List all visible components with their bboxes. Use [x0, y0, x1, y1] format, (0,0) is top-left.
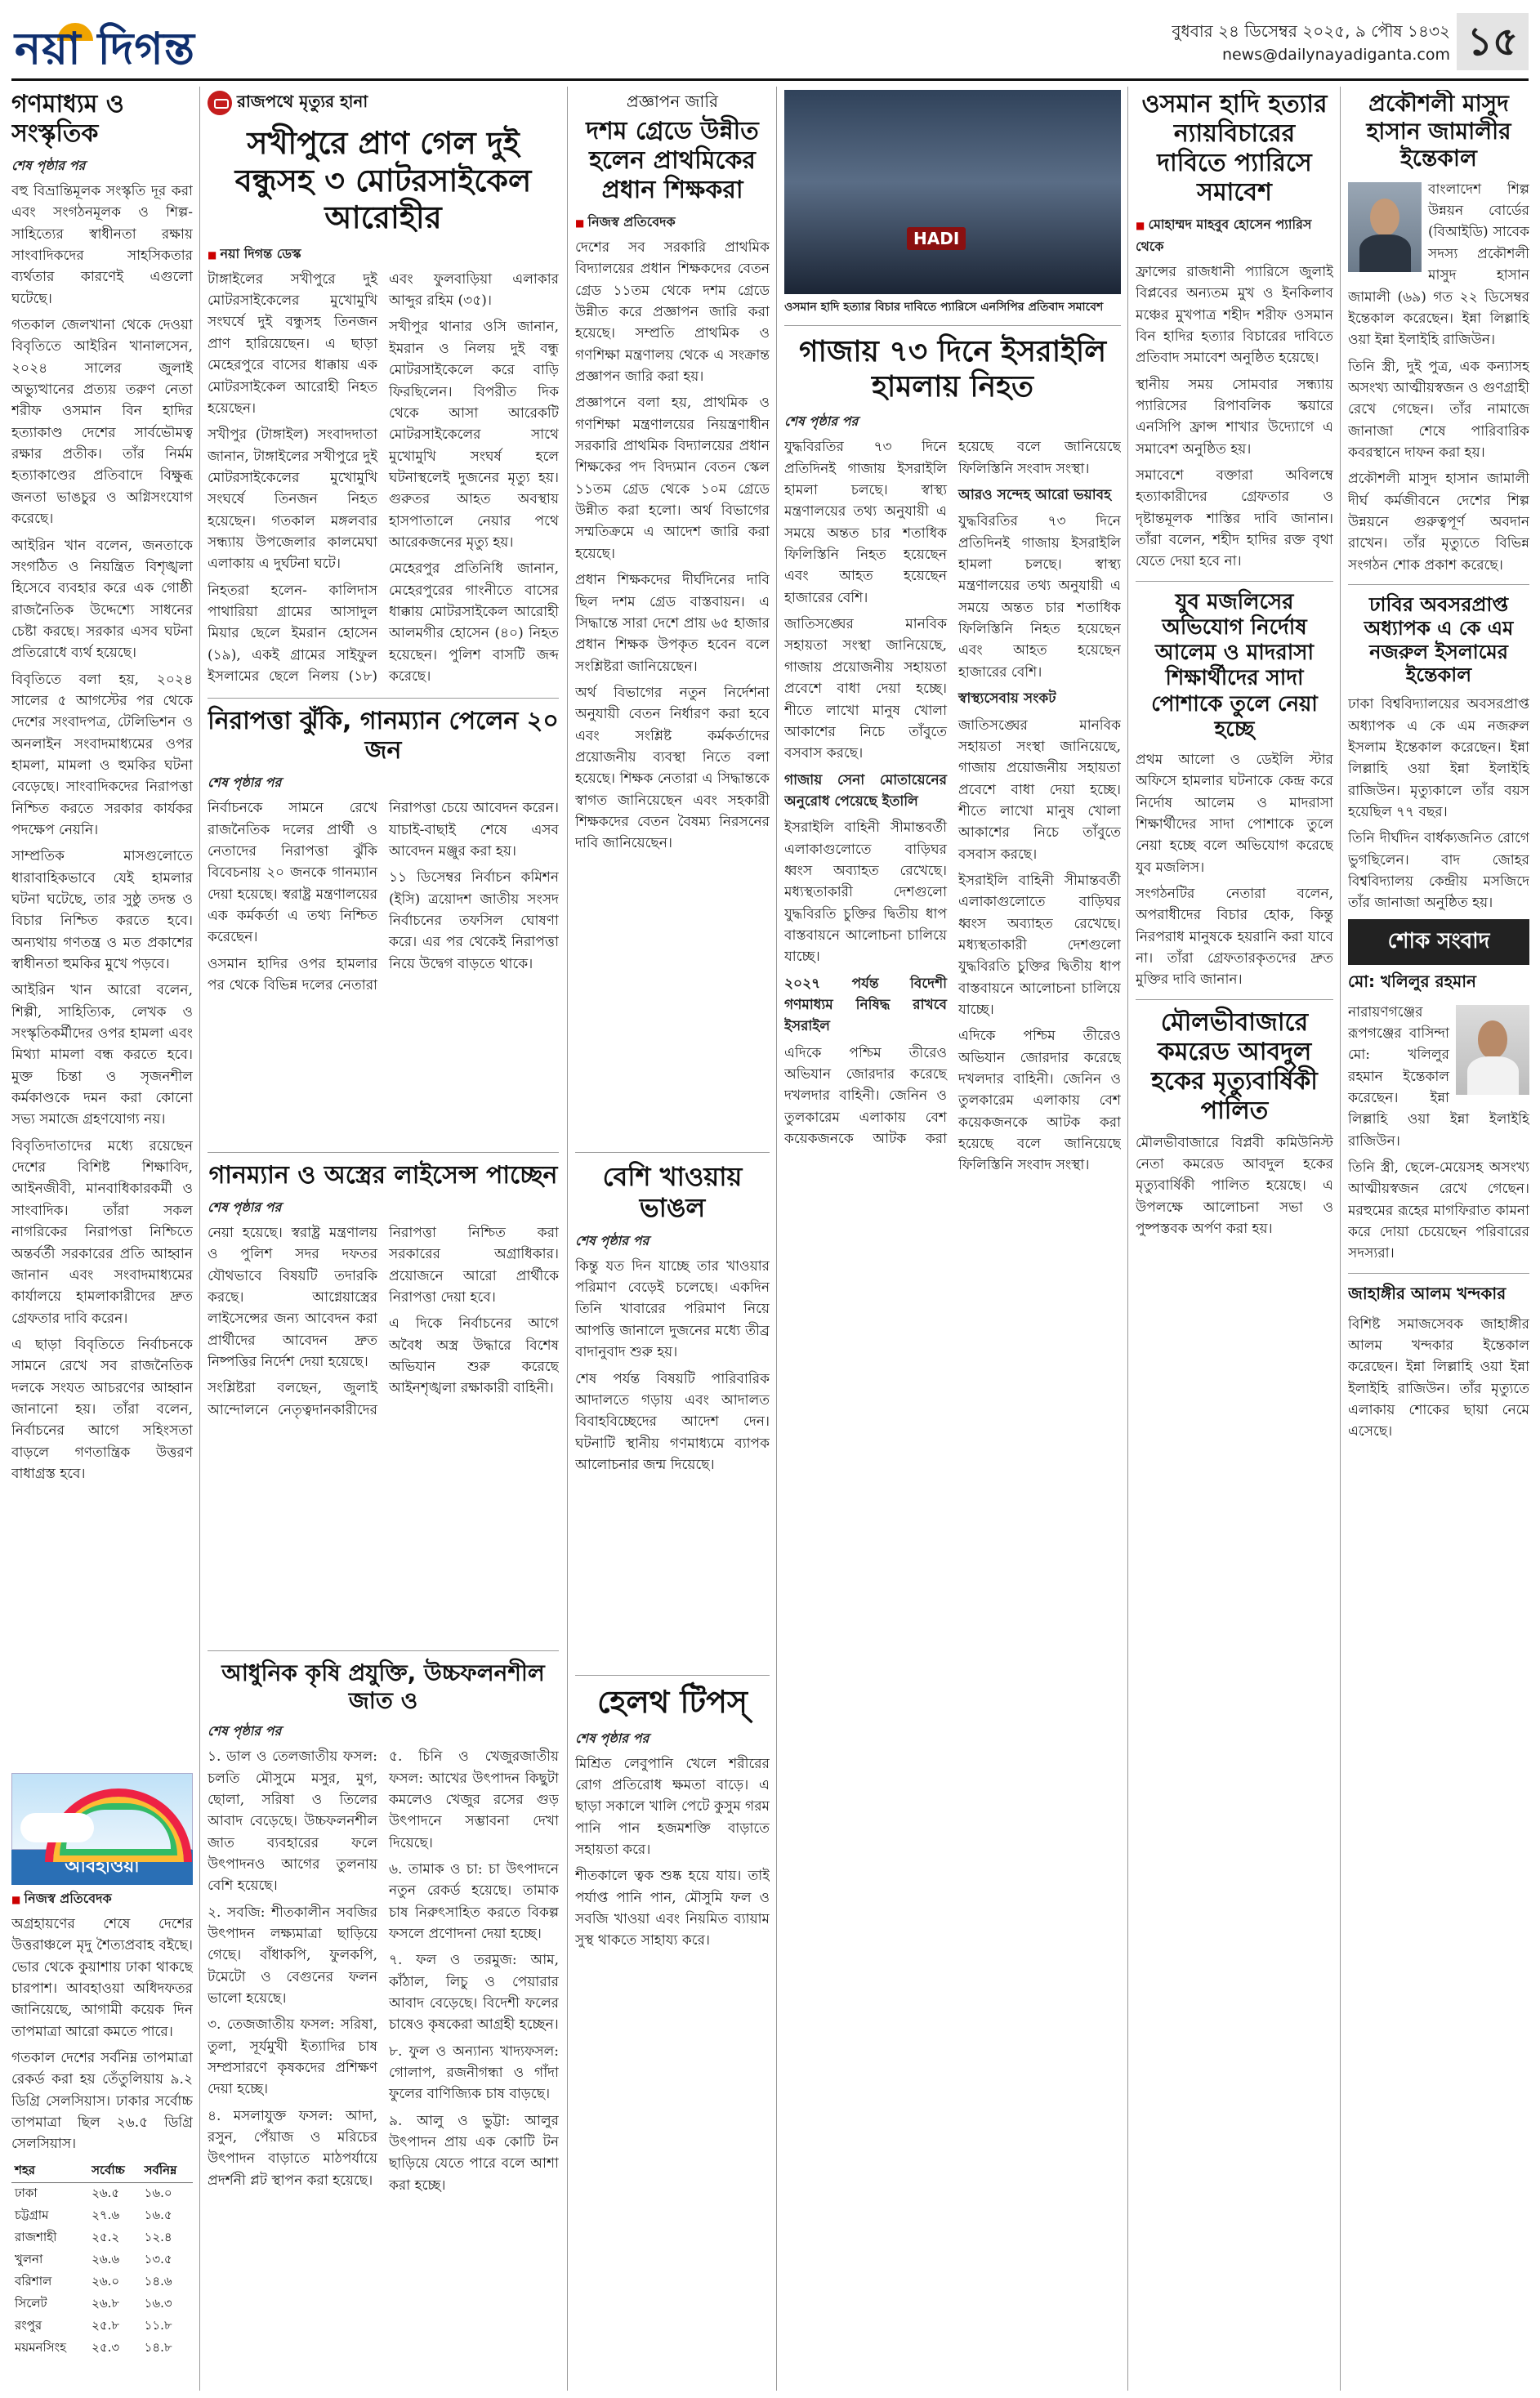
paragraph: বিশিষ্ট সমাজসেবক জাহাঙ্গীর আলম খন্দকার ইন্তেকাল করেছেন। ইন্না লিল্লাহি ওয়া ইন্না ইলাইহি রাজিউন। তাঁর মৃত্যুতে এলাকায় শোকের ছায়া নেমে এসেছে। [1348, 1315, 1529, 1440]
table-header: সর্বনিম্ন [141, 2160, 193, 2183]
paragraph: বিবৃতিদাতাদের মধ্যে রয়েছেন দেশের বিশিষ্ট শিক্ষাবিদ, আইনজীবী, মানবাধিকারকর্মী ও সাংবাদিক। তাঁরা সকল নাগরিকের নিরাপত্তা নিশ্চিতে অন্তর্বর্তী সরকারের প্রতি আহ্বান জানান এবং সংবাদমাধ্যমের কার্যালয়ে হামলাকারীদের দ্রুত গ্রেফতার দাবি করেন। [11, 1137, 193, 1327]
paragraph: যুদ্ধবিরতির ৭৩ দিনে প্রতিদিনই গাজায় ইসরাইলি হামলা চলছে। স্বাস্থ্য মন্ত্রণালয়ের তথ্য অনুযায়ী এ সময়ে অন্তত চার শতাধিক ফিলিস্তিনি নিহত হয়েছেন এবং আহত হয়েছেন হাজারের বেশি। [784, 439, 947, 606]
city-cell: রাজশাহী [15, 2229, 57, 2244]
table-row [11, 2271, 193, 2293]
paragraph: গতকাল দেশের সর্বনিম্ন তাপমাত্রা রেকর্ড করা হয় তেঁতুলিয়ায় ৯.২ ডিগ্রি সেলসিয়াস। ঢাকার সর্বোচ্চ তাপমাত্রা ছিল ২৬.৫ ডিগ্রি সেলসিয়াস। [11, 2050, 193, 2153]
column-divider [1127, 87, 1128, 2391]
paragraph: প্রকৌশলী মাসুদ হাসান জামালী দীর্ঘ কর্মজীবনে দেশের শিল্প উন্নয়নে গুরুত্বপূর্ণ অবদান রাখেন। তাঁর মৃত্যুতে বিভিন্ন সংগঠন শোক প্রকাশ করেছে। [1348, 471, 1529, 574]
face-shape [1370, 199, 1399, 236]
divider [784, 325, 1121, 326]
city-cell: ঢাকা [15, 2185, 38, 2200]
city-cell: রংপুর [15, 2317, 42, 2333]
paragraph: সংগঠনটির নেতারা বলেন, অপরাধীদের বিচার হোক, কিন্তু নিরপরাধ মানুষকে হয়রানি করা যাবে না। তাঁরা গ্রেফতারকৃতদের দ্রুত মুক্তির দাবি জানান। [1136, 886, 1333, 989]
paragraph: প্রথম আলো ও ডেইলি স্টার অফিসে হামলার ঘটনাকে কেন্দ্র করে নির্দোষ আলেম ও মাদরাসা শিক্ষার্থীদের সাদা পোশাকে তুলে নেয়া হচ্ছে বলে অভিযোগ করেছে যুব মজলিস। [1136, 751, 1333, 876]
portrait-photo [1456, 1005, 1529, 1095]
article-headline[interactable]: আধুনিক কৃষি প্রযুক্তি, উচ্চফলনশীল জাত ও [221, 1659, 545, 1714]
article-headline[interactable]: গাজায় ৭৩ দিনে ইসরাইলি হামলায় নিহত [798, 335, 1107, 404]
divider [575, 1152, 770, 1153]
table-row [11, 2249, 193, 2271]
paragraph: নারায়ণগঞ্জের রূপগঞ্জের বাসিন্দা মো: খলিলুর রহমান ইন্তেকাল করেছেন। ইন্না লিল্লাহি ওয়া ইন্না ইলাইহি রাজিউন। [1348, 1003, 1529, 1150]
paragraph: ঢাকা বিশ্ববিদ্যালয়ের অবসরপ্রাপ্ত অধ্যাপক এ কে এম নজরুল ইসলাম ইন্তেকাল করেছেন। ইন্না লিল্লাহি ওয়া ইন্না ইলাইহি রাজিউন। মৃত্যুকালে তাঁর বয়স হয়েছিল ৭৭ বছর। [1348, 696, 1529, 820]
weather-illustration [11, 1773, 193, 1850]
paragraph: স্বাস্থ্যসেবায় সংকট [958, 690, 1056, 708]
divider [208, 698, 559, 699]
paragraph: সাম্প্রতিক মাসগুলোতে ধারাবাহিকভাবে যেই হামলার ঘটনা ঘটেছে, তার সুষ্ঠু তদন্ত ও বিচার নিশ্চিত করতে হবে। অন্যথায় গণতন্ত্র ও মত প্রকাশের স্বাধীনতা হুমকির মুখে পড়বে। [11, 848, 193, 973]
max-cell: ২৫.৮ [92, 2317, 120, 2333]
article-body [208, 1746, 559, 2199]
paragraph: অর্থ বিভাগের নতুন নির্দেশনা অনুযায়ী বেতন নির্ধারণ করা হবে এবং সংশ্লিষ্ট কর্মকর্তাদের প্রয়োজনীয় ব্যবস্থা নিতে বলা হয়েছে। শিক্ষক নেতারা এ সিদ্ধান্তকে স্বাগত জানিয়েছেন এবং সহকারী শিক্ষকদের বেতন বৈষম্য নিরসনের দাবি জানিয়েছেন। [575, 684, 770, 852]
table-row [11, 2338, 193, 2360]
photo-caption: ওসমান হাদি হত্যার বিচার দাবিতে প্যারিসে এনসিপির প্রতিবাদ সমাবেশ [784, 301, 1104, 314]
min-cell: ১৪.৬ [144, 2273, 172, 2289]
paragraph: ৫. চিনি ও খেজুরজাতীয় ফসল: আখের উৎপাদন কিছুটা কমলেও খেজুর রসের গুড় উৎপাদনে সম্ভাবনা দেখা দিয়েছে। [389, 1748, 559, 1851]
paragraph: ৭. ফল ও তরমুজ: আম, কাঁঠাল, লিচু ও পেয়ারার আবাদ বেড়েছে। বিদেশী ফলের চাষেও কৃষকেরা আগ্রহী হচ্ছেন। [389, 1952, 559, 2034]
paragraph: এ দিকে নির্বাচনের আগে অবৈধ অস্ত্র উদ্ধারে বিশেষ অভিযান শুরু করেছে আইনশৃঙ্খলা রক্ষাকারী বাহিনী। [389, 1315, 559, 1397]
paragraph: ৪. মসলাযুক্ত ফসল: আদা, রসুন, পেঁয়াজ ও মরিচের উৎপাদন বাড়াতে মাঠপর্যায়ে প্রদর্শনী প্লট স্থাপন করা হয়েছে। [208, 2107, 377, 2189]
table-row [11, 2227, 193, 2249]
article-media-culture [11, 90, 193, 1765]
article-headline[interactable]: দশম গ্রেডে উন্নীত হলেন প্রাথমিকের প্রধান শিক্ষকরা [586, 117, 759, 204]
article-road-accident [208, 90, 559, 1136]
paragraph: সমাবেশে বক্তারা অবিলম্বে হত্যাকারীদের গ্রেফতার ও দৃষ্টান্তমূলক শাস্তির দাবি জানান। তাঁরা বলেন, শহীদ হাদির রক্ত বৃথা যেতে দেয়া হবে না। [1136, 467, 1333, 570]
paragraph: ইসরাইলি বাহিনী সীমান্তবর্তী এলাকাগুলোতে বাড়িঘর ধ্বংস অব্যাহত রেখেছে। মধ্যস্থতাকারী দেশগুলো যুদ্ধবিরতি চুক্তির দ্বিতীয় ধাপ বাস্তবায়নে আলোচনা চালিয়ে যাচ্ছে। [784, 819, 947, 966]
weather-title: আবহাওয়া [11, 1850, 193, 1885]
paragraph: স্থানীয় সময় সোমবার সন্ধ্যায় প্যারিসের রিপাবলিক স্কয়ারে এনসিপি ফ্রান্স শাখার উদ্যোগে এ সমাবেশ অনুষ্ঠিত হয়। [1136, 376, 1333, 458]
section-label [208, 90, 559, 117]
paragraph: বিবৃতিতে বলা হয়, ২০২৪ সালের ৫ আগস্টের পর থেকে দেশের সংবাদপত্র, টেলিভিশন ও অনলাইন সংবাদমাধ্যমের ওপর হামলা, মামলা ও হুমকির ঘটনা বেড়েছে। সাংবাদিকদের নিরাপত্তা নিশ্চিত করতে সরকার কার্যকর পদক্ষেপ নেয়নি। [11, 671, 193, 838]
article-headline[interactable]: হেলথ টিপস্ [596, 1684, 748, 1720]
min-cell: ১৩.৫ [144, 2251, 172, 2266]
issue-date: বুধবার ২৪ ডিসেম্বর ২০২৫, ৯ পৌষ ১৪৩২ [1172, 21, 1450, 41]
continued-label: শেষ পৃষ্ঠার পর [575, 1232, 649, 1248]
divider [575, 1675, 770, 1676]
city-cell: বরিশাল [15, 2273, 52, 2289]
contact-email[interactable]: news@dailynayadiganta.com [1221, 46, 1450, 64]
paragraph: সখীপুর থানার ওসি জানান, ইমরান ও নিলয় দুই বন্ধু মোটরসাইকেলে করে বাড়ি ফিরছিলেন। বিপরীত দিক থেকে আসা আরেকটি মোটরসাইকেলের সাথে মুখোমুখি সংঘর্ষ হলে ঘটনাস্থলেই দুজনের মৃত্যু হয়। গুরুতর আহত অবস্থায় হাসপাতালে নেয়ার পথে আরেকজনের মৃত্যু হয়। [389, 319, 559, 551]
face-shape [1478, 1020, 1507, 1058]
table-row [11, 2293, 193, 2315]
article-headline[interactable]: নিরাপত্তা ঝুঁকি, গানম্যান পেলেন ২০ জন [208, 707, 559, 766]
continued-label: শেষ পৃষ্ঠার পর [208, 1723, 282, 1739]
max-cell: ২৬.৮ [92, 2295, 120, 2311]
divider [1136, 999, 1333, 1000]
paragraph: জাতিসঙ্ঘের মানবিক সহায়তা সংস্থা জানিয়েছে, গাজায় প্রয়োজনীয় সহায়তা প্রবেশে বাধা দেয়া হচ্ছে। শীতে লাখো মানুষ খোলা আকাশের নিচে তাঁবুতে বসবাস করছে। [958, 717, 1121, 863]
protest-photo[interactable] [784, 90, 1121, 294]
min-cell: ১২.৪ [144, 2229, 172, 2244]
section-label-text: রাজপথে মৃত্যুর হানা [237, 92, 368, 111]
divider [208, 1152, 559, 1153]
article-headline[interactable]: ওসমান হাদি হত্যার ন্যায়বিচারের দাবিতে প্যারিসে সমাবেশ [1141, 90, 1328, 207]
paragraph: ফ্রান্সের রাজধানী প্যারিসে জুলাই বিপ্লবের অন্যতম মুখ ও ইনকিলাব মঞ্চের মুখপাত্র শহীদ শরীফ ওসমান বিন হাদির হত্যার বিচারের দাবিতে প্রতিবাদ সমাবেশ অনুষ্ঠিত হয়েছে। [1136, 264, 1333, 367]
min-cell: ১৪.৮ [144, 2339, 172, 2355]
divider [1136, 581, 1333, 582]
divider [208, 1650, 559, 1651]
paragraph: ইসরাইলি বাহিনী সীমান্তবর্তী এলাকাগুলোতে বাড়িঘর ধ্বংস অব্যাহত রেখেছে। মধ্যস্থতাকারী দেশগুলো যুদ্ধবিরতি চুক্তির দ্বিতীয় ধাপ বাস্তবায়নে আলোচনা চালিয়ে যাচ্ছে। [958, 872, 1121, 1018]
article-kicker: প্রজ্ঞাপন জারি [626, 92, 719, 111]
paragraph: অগ্রহায়ণের শেষে দেশের উত্তরাঞ্চলে মৃদু শৈত্যপ্রবাহ বইছে। ভোর থেকে কুয়াশায় ঢাকা থাকছে চারপাশ। আবহাওয়া অধিদফতর জানিয়েছে, আগামী কয়েক দিন তাপমাত্রা আরো কমতে পারে। [11, 1916, 193, 2040]
paragraph: মৌলভীবাজারে বিপ্লবী কমিউনিস্ট নেতা কমরেড আবদুল হকের মৃত্যুবার্ষিকী পালিত হয়েছে। এ উপলক্ষে আলোচনা সভা ও পুষ্পস্তবক অর্পণ করা হয়। [1136, 1134, 1333, 1238]
article-body [208, 269, 559, 690]
paragraph: মিশ্রিত লেবুপানি খেলে শরীরের রোগ প্রতিরোধ ক্ষমতা বাড়ে। এ ছাড়া সকালে খালি পেটে কুসুম গরম পানি পান হজমশক্তি বাড়াতে সহায়তা করে। [575, 1755, 770, 1858]
article-gaza [784, 90, 1121, 2386]
min-cell: ১১.৮ [144, 2317, 172, 2333]
masthead [0, 0, 1540, 78]
article-overeating [575, 1144, 770, 1650]
min-cell: ১৬.৩ [144, 2295, 172, 2311]
article-headline[interactable]: সখীপুরে প্রাণ গেল দুই বন্ধুসহ ৩ মোটরসাইকেল আরোহীর [234, 125, 532, 236]
newspaper-logo[interactable]: নয়া দিগন্ত [15, 23, 195, 74]
paragraph: জাতিসঙ্ঘের মানবিক সহায়তা সংস্থা জানিয়েছে, গাজায় প্রয়োজনীয় সহায়তা প্রবেশে বাধা দেয়া হচ্ছে। শীতে লাখো মানুষ খোলা আকাশের নিচে তাঁবুতে বসবাস করছে। [784, 616, 947, 762]
paragraph: ১. ডাল ও তেলজাতীয় ফসল: চলতি মৌসুমে মসুর, মুগ, ছোলা, সরিষা ও তিলের আবাদ বেড়েছে। উচ্চফলনশীল জাত ব্যবহারের ফলে উৎপাদনও আগের তুলনায় বেশি হয়েছে। [208, 1748, 377, 1895]
city-cell: ময়মনসিংহ [15, 2339, 66, 2355]
torso-shape [1359, 234, 1411, 272]
article-headline[interactable]: গানম্যান ও অস্ত্রের লাইসেন্স পাচ্ছেন [208, 1161, 558, 1190]
paragraph: ওসমান হাদির ওপর হামলার পর থেকে বিভিন্ন দলের নেতারা নিরাপত্তা চেয়ে আবেদন করেন। যাচাই-বাছাই শেষে এসব আবেদন মঞ্জুর করা হয়। [208, 800, 559, 994]
article-headline[interactable]: যুব মজলিসের অভিযোগ নির্দোষ আলেম ও মাদরাসা শিক্ষার্থীদের সাদা পোশাকে তুলে নেয়া হচ্ছে [1151, 589, 1318, 742]
header-divider [11, 78, 1529, 81]
paragraph: তিনি স্ত্রী, দুই পুত্র, এক কন্যাসহ অসংখ্য আত্মীয়স্বজন ও গুণগ্রাহী রেখে গেছেন। তাঁর নামাজে জানাজা শেষে পারিবারিক কবরস্থানে দাফন করা হয়। [1348, 358, 1529, 461]
paragraph: মেহেরপুর প্রতিনিধি জানান, মেহেরপুরের গাংনীতে বাসের ধাক্কায় মোটরসাইকেল আরোহী আলমগীর হোসেন (৪০) নিহত হয়েছেন। পুলিশ বাসটি জব্দ করেছে। [389, 560, 559, 685]
table-row [11, 2182, 193, 2205]
min-cell: ১৬.০ [144, 2185, 172, 2200]
paragraph: বাংলাদেশ শিল্প উন্নয়ন বোর্ডের (বিআইডি) সাবেক সদস্য প্রকৌশলী মাসুদ হাসান জামালী (৬৯) গত ২২ ডিসেম্বর ইন্তেকাল করেছেন। ইন্না লিল্লাহি ওয়া ইন্না ইলাইহি রাজিউন। [1348, 181, 1529, 349]
continued-label: শেষ পৃষ্ঠার পর [208, 775, 282, 791]
paragraph: নির্বাচনকে সামনে রেখে রাজনৈতিক দলের প্রার্থী ও নেতাদের নিরাপত্তা ঝুঁকি বিবেচনায় ২০ জনকে গানম্যান দেয়া হয়েছে। স্বরাষ্ট্র মন্ত্রণালয়ের এক কর্মকর্তা এ তথ্য নিশ্চিত করেছেন। [208, 800, 377, 946]
paragraph: গাজায় সেনা মোতায়েনের অনুরোধ পেয়েছে ইতালি [784, 771, 947, 810]
page-number: ১৫ [1457, 13, 1529, 70]
paragraph: গতকাল জেলখানা থেকে দেওয়া বিবৃতিতে আইরিন খানালসেন, ২০২৪ সালের জুলাই অভ্যুত্থানের প্রত্যয় তরুণ নেতা শরীফ ওসমান বিন হাদির হত্যাকাণ্ড দেশের সার্বভৌমত্ব রক্ষার প্রতীক। তাঁর নির্মম হত্যাকাণ্ডের প্রতিবাদে বিক্ষুব্ধ জনতা ভাঙচুর ও অগ্নিসংযোগ করেছে। [11, 317, 193, 528]
article-headline[interactable]: মৌলভীবাজারে কমরেড আবদুল হকের মৃত্যুবার্ষিকী পালিত [1151, 1007, 1318, 1125]
article-agriculture [208, 1642, 559, 2386]
paragraph: এ ছাড়া বিবৃতিতে নির্বাচনকে সামনে রেখে সব রাজনৈতিক দলকে সংযত আচরণের আহ্বান জানানো হয়। তাঁরা বলেন, নির্বাচনের আগে সহিংসতা বাড়লে গণতান্ত্রিক উত্তরণ বাধাগ্রস্ত হবে। [11, 1336, 193, 1482]
article-body [784, 436, 1121, 1176]
article-body [208, 797, 559, 996]
photo-banner: HADI [907, 227, 966, 250]
column-divider [776, 87, 777, 2391]
article-primary-teachers [575, 90, 770, 1136]
paragraph: এদিকে পশ্চিম তীরেও অভিযান জোরদার করেছে দখলদার বাহিনী। জেনিন ও তুলকারেম এলাকায় বেশ কয়েকজনকে আটক করা হয়েছে বলে জানিয়েছে ফিলিস্তিনি সংবাদ সংস্থা। [958, 1028, 1121, 1174]
column-divider [567, 87, 568, 2391]
continued-label: শেষ পৃষ্ঠার পর [208, 1199, 282, 1215]
paragraph: আইরিন খান বলেন, জনতাকে সংগঠিত ও নিয়ন্ত্রিত বিশৃঙ্খলা হিসেবে ব্যবহার করে এক গোষ্ঠী রাজনৈতিক উদ্দেশ্যে সাধনের চেষ্টা করছে। সরকার এসব ঘটনা প্রতিরোধে ব্যর্থ হয়েছে। [11, 537, 193, 662]
motorbike-icon [208, 91, 232, 115]
paragraph: প্রধান শিক্ষকদের দীর্ঘদিনের দাবি ছিল দশম গ্রেড বাস্তবায়ন। এ সিদ্ধান্তে সারা দেশে প্রায় ৬৫ হাজার প্রধান শিক্ষক উপকৃত হবেন বলে সংশ্লিষ্টরা জানিয়েছেন। [575, 572, 770, 675]
torso-shape [1467, 1056, 1519, 1094]
paragraph: আইরিন খান আরো বলেন, শিল্পী, সাহিত্যিক, লেখক ও সংস্কৃতিকর্মীদের ওপর হামলা এবং মিথ্যা মামলা বন্ধ করতে হবে। মুক্ত চিন্তা ও সৃজনশীল কর্মকাণ্ডকে দমন করা কোনো সভ্য সমাজে গ্রহণযোগ্য নয়। [11, 982, 193, 1128]
paragraph: এদিকে পশ্চিম তীরেও অভিযান জোরদার করেছে দখলদার বাহিনী। জেনিন ও তুলকারেম এলাকায় বেশ কয়েকজনকে আটক করা হয়েছে বলে জানিয়েছে ফিলিস্তিনি সংবাদ সংস্থা। [784, 439, 1121, 1148]
article-body [208, 1222, 559, 1421]
paragraph: সংশ্লিষ্টরা বলছেন, জুলাই আন্দোলনে নেতৃত্বদানকারীদের নিরাপত্তা নিশ্চিত করা সরকারের অগ্রাধিকার। প্রয়োজনে আরো প্রার্থীকে নিরাপত্তা দেয়া হবে। [208, 1225, 559, 1418]
article-paris-rally [1136, 90, 1333, 2386]
city-cell: চট্টগ্রাম [15, 2207, 49, 2222]
paragraph: ২. সবজি: শীতকালীন সবজির উৎপাদন লক্ষ্যমাত্রা ছাড়িয়ে গেছে। বাঁধাকপি, ফুলকপি, টমেটো ও বেগুনের ফলন ভালো হয়েছে। [208, 1904, 377, 2007]
temperature-table [11, 2160, 193, 2360]
paragraph: শেষ পর্যন্ত বিষয়টি পারিবারিক আদালতে গড়ায় এবং আদালত বিবাহবিচ্ছেদের আদেশ দেন। ঘটনাটি স্থানীয় গণমাধ্যমে ব্যাপক আলোচনার জন্ম দিয়েছে। [575, 1370, 770, 1473]
paragraph: তিনি স্ত্রী, ছেলে-মেয়েসহ অসংখ্য আত্মীয়স্বজন রেখে গেছেন। মরহুমের রূহের মাগফিরাত কামনা করে দোয়া চেয়েছেন পরিবারের সদস্যরা। [1348, 1159, 1529, 1262]
paragraph: ৮. ফুল ও অন্যান্য খাদ্যফসল: গোলাপ, রজনীগন্ধা ও গাঁদা ফুলের বাণিজ্যিক চাষ বাড়ছে। [389, 2043, 559, 2103]
obituary-column [1348, 90, 1529, 2386]
deceased-name: জাহাঙ্গীর আলম খন্দকার [1348, 1283, 1507, 1303]
continued-label: শেষ পৃষ্ঠার পর [784, 413, 859, 430]
max-cell: ২৫.৩ [92, 2339, 120, 2355]
paragraph: যুদ্ধবিরতির ৭৩ দিনে প্রতিদিনই গাজায় ইসরাইলি হামলা চলছে। স্বাস্থ্য মন্ত্রণালয়ের তথ্য অনুযায়ী এ সময়ে অন্তত চার শতাধিক ফিলিস্তিনি নিহত হয়েছেন এবং আহত হয়েছেন হাজারের বেশি। [958, 513, 1121, 681]
max-cell: ২৭.৬ [92, 2207, 120, 2222]
condolence-banner: শোক সংবাদ [1348, 919, 1529, 965]
divider [1348, 1273, 1529, 1274]
paragraph: ৯. আলু ও ভুট্টা: আলুর উৎপাদন প্রায় এক কোটি টন ছাড়িয়ে যেতে পারে বলে আশা করা হচ্ছে। [389, 2112, 559, 2194]
max-cell: ২৬.৬ [92, 2251, 120, 2266]
column-divider [1340, 87, 1341, 2391]
article-headline[interactable]: ঢাবির অবসরপ্রাপ্ত অধ্যাপক এ কে এম নজরুল ইসলামের ইন্তেকাল [1364, 592, 1514, 687]
continued-label: শেষ পৃষ্ঠার পর [575, 1730, 649, 1746]
paragraph: আরও সন্দেহ আরো ভয়াবহ [958, 487, 1112, 504]
paragraph: ২০২৭ পর্যন্ত বিদেশী গণমাধ্যম নিষিদ্ধ রাখবে ইসরাইল [784, 975, 947, 1035]
article-gunman-license [208, 1144, 559, 1634]
divider [1348, 584, 1529, 585]
byline: ■ মোহাম্মদ মাহবুব হোসেন প্যারিস থেকে [1136, 214, 1333, 258]
cloud-icon [20, 1813, 94, 1842]
paragraph: বহু বিভ্রান্তিমূলক সংস্কৃতি দূর করা এবং সংগঠনমূলক ও শিল্প-সাহিত্যের স্বাধীনতা রক্ষায় সাংবাদিকদের সাহসিকতার ব্যর্থতার কারণেই এগুলো ঘটেছে। [11, 183, 193, 307]
paragraph: প্রজ্ঞাপনে বলা হয়, প্রাথমিক ও গণশিক্ষা মন্ত্রণালয়ের নিয়ন্ত্রণাধীন সরকারি প্রাথমিক বিদ্যালয়ের প্রধান শিক্ষকের পদ বিদ্যমান বেতন স্কেল ১১তম গ্রেড থেকে ১০ম গ্রেডে উন্নীত করা হলো। অর্থ বিভাগের সম্মতিক্রমে এ আদেশ জারি করা হয়েছে। [575, 395, 770, 562]
paragraph: টাঙ্গাইলের সখীপুরে দুই মোটরসাইকেলের মুখোমুখি সংঘর্ষে দুই বন্ধুসহ তিনজন প্রাণ হারিয়েছেন। এ ছাড়া মেহেরপুরে বাসের ধাক্কায় এক মোটরসাইকেল আরোহী নিহত হয়েছেন। [208, 270, 377, 417]
article-headline[interactable]: প্রকৌশলী মাসুদ হাসান জামালীর ইন্তেকাল [1366, 90, 1511, 172]
column-divider [199, 87, 200, 2391]
byline: ■ নিজস্ব প্রতিবেদক [575, 212, 770, 234]
byline: ■ নয়া দিগন্ত ডেস্ক [208, 243, 559, 266]
paragraph: ১১ ডিসেম্বর নির্বাচন কমিশন (ইসি) ত্রয়োদশ জাতীয় সংসদ নির্বাচনের তফসিল ঘোষণা করে। এর পর থেকেই নিরাপত্তা নিয়ে উদ্বেগ বাড়তে থাকে। [389, 869, 559, 972]
paragraph: নিহতরা হলেন- কালিদাস পাথারিয়া গ্রামের আসাদুল মিয়ার ছেলে ইমরান হোসেন (১৯), একই গ্রামের সাইফুল ইসলামের ছেলে নিলয় (১৮) এবং ফুলবাড়িয়া এলাকার আব্দুর রহিম (৩৫)। [208, 270, 559, 685]
max-cell: ২৬.৫ [92, 2185, 120, 2200]
min-cell: ১৬.৫ [144, 2207, 172, 2222]
city-cell: খুলনা [15, 2251, 43, 2266]
table-header: সর্বোচ্চ [88, 2160, 141, 2183]
article-health-tips [575, 1667, 770, 2386]
table-header: শহর [11, 2160, 88, 2183]
paragraph: নেয়া হয়েছে। স্বরাষ্ট্র মন্ত্রণালয় ও পুলিশ সদর দফতর যৌথভাবে বিষয়টি তদারকি করছে। আগ্নেয়াস্ত্রের লাইসেন্সের জন্য আবেদন করা প্রার্থীদের আবেদন দ্রুত নিষ্পত্তির নির্দেশ দেয়া হয়েছে। [208, 1225, 377, 1371]
byline: ■ নিজস্ব প্রতিবেদক [11, 1888, 193, 1910]
article-headline[interactable]: গণমাধ্যম ও সংস্কৃতিক [11, 90, 124, 148]
max-cell: ২৬.০ [92, 2273, 120, 2289]
table-row [11, 2315, 193, 2338]
paragraph: সখীপুর (টাঙ্গাইল) সংবাদদাতা জানান, টাঙ্গাইলের সখীপুরে দুই মোটরসাইকেলের মুখোমুখি সংঘর্ষে তিনজন নিহত হয়েছেন। গতকাল মঙ্গলবার সন্ধ্যায় উপজেলার কালমেঘা এলাকায় এ দুর্ঘটনা ঘটে। [208, 426, 377, 573]
paragraph: ৩. তেজজাতীয় ফসল: সরিষা, তুলা, সূর্যমুখী ইত্যাদির চাষ সম্প্রসারণে কৃষকদের প্রশিক্ষণ দেয়া হচ্ছে। [208, 2016, 377, 2098]
portrait-photo [1348, 182, 1422, 272]
max-cell: ২৫.২ [92, 2229, 120, 2244]
paragraph: শীতকালে ত্বক শুষ্ক হয়ে যায়। তাই পর্যাপ্ত পানি পান, মৌসুমি ফল ও সবজি খাওয়া এবং নিয়মিত ব্যায়াম সুস্থ থাকতে সাহায্য করে। [575, 1868, 770, 1949]
paragraph: ৬. তামাক ও চা: চা উৎপাদনে নতুন রেকর্ড হয়েছে। তামাক চাষ নিরুৎসাহিত করতে বিকল্প ফসলে প্রণোদনা দেয়া হচ্ছে। [389, 1860, 559, 1942]
city-cell: সিলেট [15, 2295, 47, 2311]
weather-box [11, 1773, 193, 2386]
paragraph: কিন্তু যত দিন যাচ্ছে তার খাওয়ার পরিমাণ বেড়েই চলেছে। একদিন তিনি খাবারের পরিমাণ নিয়ে আপত্তি জানালে দুজনের মধ্যে তীব্র বাদানুবাদ শুরু হয়। [575, 1257, 770, 1361]
deceased-name: মো: খলিলুর রহমান [1348, 971, 1476, 991]
continued-label: শেষ পৃষ্ঠার পর [11, 158, 86, 173]
paragraph: তিনি দীর্ঘদিন বার্ধক্যজনিত রোগে ভুগছিলেন। বাদ জোহর বিশ্ববিদ্যালয় কেন্দ্রীয় মসজিদে তাঁর জানাজা অনুষ্ঠিত হয়। [1348, 830, 1529, 912]
article-headline[interactable]: বেশি খাওয়ায় ভাঙল [602, 1161, 743, 1224]
table-row [11, 2205, 193, 2227]
paragraph: দেশের সব সরকারি প্রাথমিক বিদ্যালয়ের প্রধান শিক্ষকদের বেতন গ্রেড ১১তম থেকে দশম গ্রেডে উন্নীত করে প্রজ্ঞাপন জারি করা হয়েছে। সম্প্রতি প্রাথমিক ও গণশিক্ষা মন্ত্রণালয় থেকে এ সংক্রান্ত প্রজ্ঞাপন জারি করা হয়। [575, 239, 770, 386]
